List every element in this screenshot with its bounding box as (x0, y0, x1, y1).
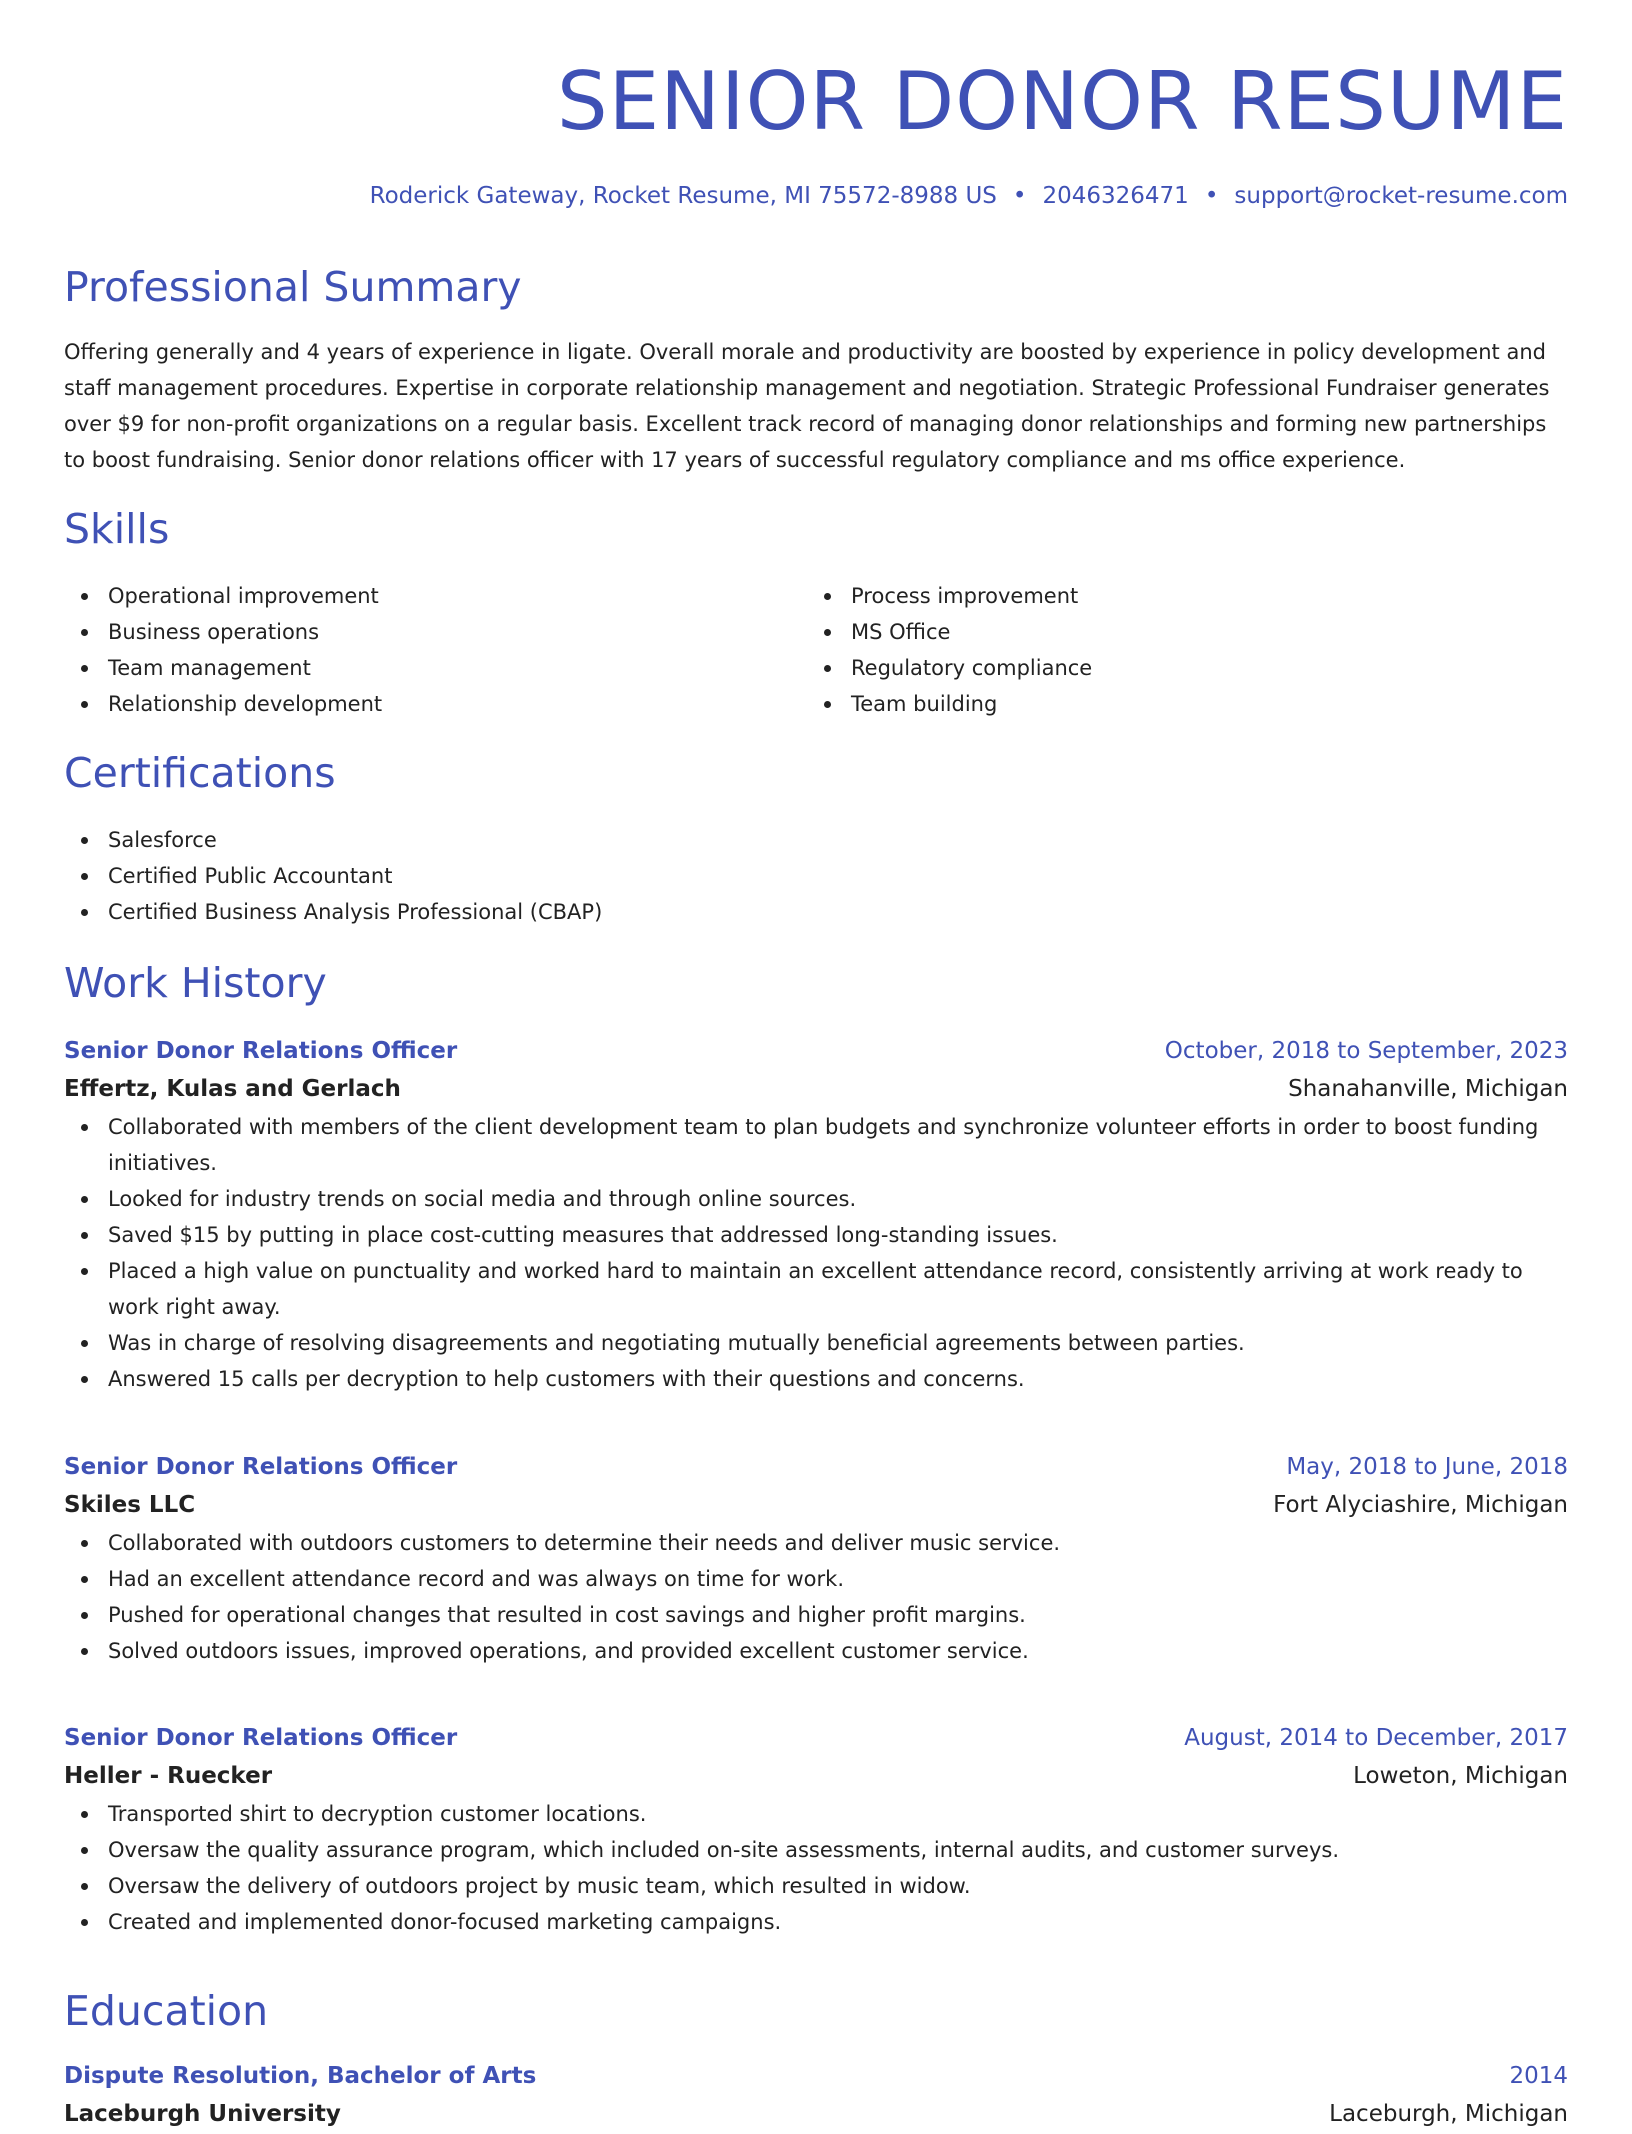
job-location: Shanahanville, Michigan (1288, 1076, 1568, 1102)
education-school: Laceburgh University (64, 2101, 341, 2127)
job-company: Heller - Ruecker (64, 1763, 273, 1789)
job-title: Senior Donor Relations Officer (64, 1725, 458, 1751)
education-year: 2014 (1509, 2063, 1568, 2089)
job-location: Loweton, Michigan (1353, 1763, 1568, 1789)
job-bullet: Oversaw the delivery of outdoors project by music team, which resulted in widow. (64, 1868, 1568, 1904)
education-degree: Dispute Resolution, Bachelor of Arts (64, 2063, 537, 2089)
contact-address: Roderick Gateway, Rocket Resume, MI 75572-8988 US (369, 183, 997, 209)
resume-title: SENIOR DONOR RESUME (556, 55, 1568, 148)
education-entry (64, 2058, 1568, 2134)
job-bullet: Was in charge of resolving disagreements and negotiating mutually beneficial agreements between parties. (64, 1325, 1568, 1361)
skills-left-column (64, 578, 764, 722)
certification-item: Certified Public Accountant (64, 858, 1568, 894)
skill-item: Team management (64, 650, 764, 686)
job-entry (64, 1449, 1568, 1669)
summary-text: Offering generally and 4 years of experience in ligate. Overall morale and productivity are boosted by experience in policy development and staff management procedures. Expertise in corporate relationship management and negotiation. Strategic Professional Fundraiser generates over $9 for non-profit organizations on a regular basis. Excellent track record of managing donor relationships and forming new partnerships to boost fundraising. Senior donor relations officer with 17 years of successful regulatory compliance and ms office experience. (64, 340, 1550, 472)
skill-item: Process improvement (807, 578, 1507, 614)
job-bullet: Oversaw the quality assurance program, which included on-site assessments, internal audits, and customer surveys. (64, 1832, 1568, 1868)
job-entry (64, 1720, 1568, 1940)
job-title: Senior Donor Relations Officer (64, 1038, 458, 1064)
job-location: Fort Alyciashire, Michigan (1273, 1492, 1568, 1518)
certification-item: Certified Business Analysis Professional (CBAP) (64, 894, 1568, 930)
certifications-list (64, 822, 1568, 930)
job-bullet: Solved outdoors issues, improved operations, and provided excellent customer service. (64, 1633, 1568, 1669)
skill-item: Relationship development (64, 686, 764, 722)
contact-separator: • (1012, 183, 1027, 209)
job-bullet: Pushed for operational changes that resulted in cost savings and higher profit margins. (64, 1597, 1568, 1633)
contact-phone: 2046326471 (1042, 183, 1189, 209)
job-bullet: Saved $15 by putting in place cost-cutting measures that addressed long-standing issues. (64, 1217, 1568, 1253)
job-bullet: Collaborated with members of the client development team to plan budgets and synchronize volunteer efforts in order to boost funding initiatives. (64, 1109, 1568, 1181)
job-dates: August, 2014 to December, 2017 (1184, 1725, 1568, 1751)
section-heading-certifications: Certifications (64, 749, 336, 797)
job-bullet: Placed a high value on punctuality and worked hard to maintain an excellent attendance record, consistently arriving at work ready to work right away. (64, 1253, 1568, 1325)
job-bullet: Looked for industry trends on social media and through online sources. (64, 1181, 1568, 1217)
job-company: Effertz, Kulas and Gerlach (64, 1076, 401, 1102)
contact-line (370, 180, 1568, 212)
skill-item: Operational improvement (64, 578, 764, 614)
skills-right-column (807, 578, 1507, 722)
job-title: Senior Donor Relations Officer (64, 1454, 458, 1480)
job-bullet: Collaborated with outdoors customers to determine their needs and deliver music service. (64, 1525, 1568, 1561)
section-heading-education: Education (64, 1987, 269, 2035)
education-location: Laceburgh, Michigan (1329, 2101, 1568, 2127)
skill-item: Regulatory compliance (807, 650, 1507, 686)
job-bullet: Transported shirt to decryption customer locations. (64, 1796, 1568, 1832)
skill-item: MS Office (807, 614, 1507, 650)
skill-item: Business operations (64, 614, 764, 650)
job-bullet: Created and implemented donor-focused marketing campaigns. (64, 1904, 1568, 1940)
section-heading-skills: Skills (64, 505, 170, 553)
job-dates: October, 2018 to September, 2023 (1164, 1038, 1568, 1064)
certification-item: Salesforce (64, 822, 1568, 858)
contact-separator: • (1204, 183, 1219, 209)
contact-email[interactable]: support@rocket-resume.com (1234, 183, 1568, 209)
skill-item: Team building (807, 686, 1507, 722)
section-heading-work-history: Work History (64, 959, 327, 1007)
job-entry (64, 1033, 1568, 1397)
job-company: Skiles LLC (64, 1492, 196, 1518)
job-bullet: Answered 15 calls per decryption to help customers with their questions and concerns. (64, 1361, 1568, 1397)
job-dates: May, 2018 to June, 2018 (1286, 1454, 1568, 1480)
section-heading-summary: Professional Summary (64, 263, 522, 311)
job-bullet: Had an excellent attendance record and was always on time for work. (64, 1561, 1568, 1597)
